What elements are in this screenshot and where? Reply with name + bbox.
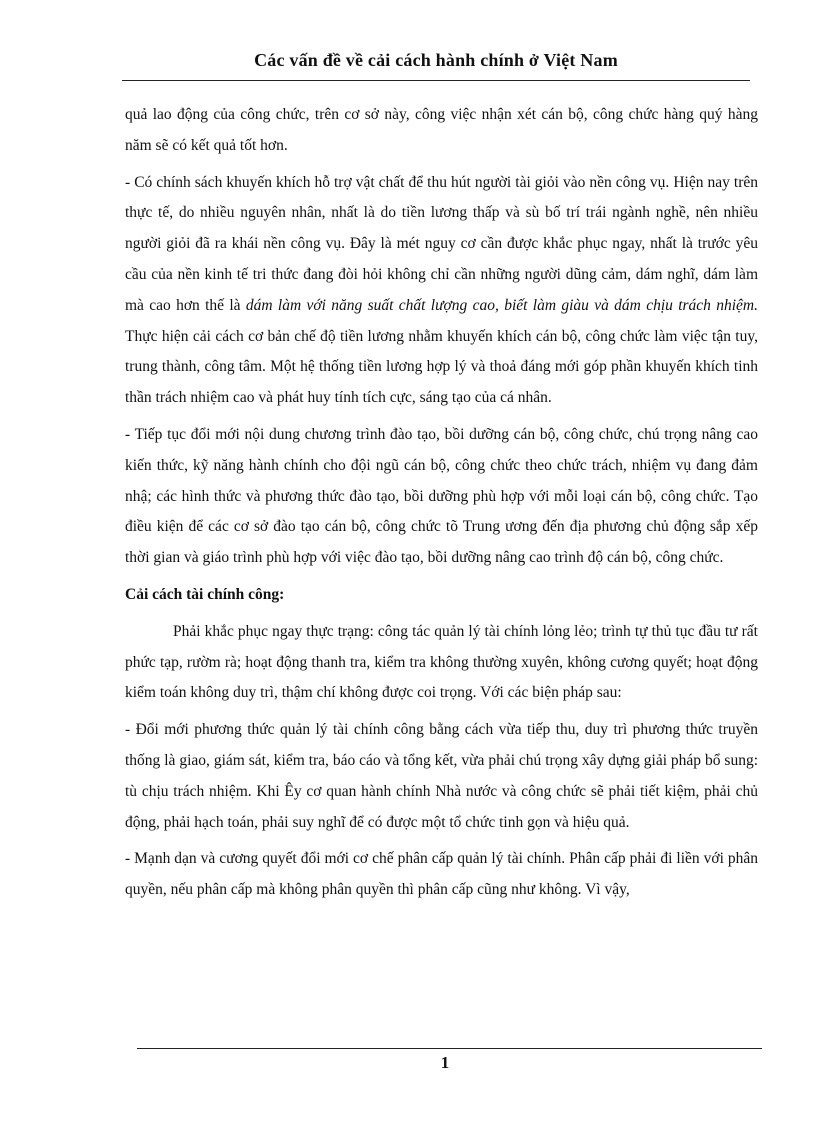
- page-number: 1: [440, 1053, 450, 1072]
- paragraph-continuation: quả lao động của công chức, trên cơ sở này, công việc nhận xét cán bộ, công chức hàng quý hàng năm sẽ có kết quả tốt hơn.: [125, 106, 758, 154]
- paragraph-training: - Tiếp tục đổi mới nội dung chương trình đào tạo, bồi dưỡng cán bộ, công chức, chú trọng nâng cao kiến thức, kỹ năng hành chính cho đội ngũ cán bộ, công chức theo chức trách, nhiệm vụ đang đảm nhậ; các hình thức và phương thức đào tạo, bồi dưỡng phù hợp với mỗi loại cán bộ, công chức. Tạo điều kiện để các cơ sở đào tạo cán bộ, công chức tõ Trung ương đến địa phương chủ động sắp xếp thời gian và giáo trình phù hợp với việc đào tạo, bồi dưỡng nâng cao trình độ cán bộ, công chức.: [125, 425, 758, 567]
- paragraph-public-finance-intro: Phải khắc phục ngay thực trạng: công tác quản lý tài chính lỏng lẻo; trình tự thủ tục đầu tư rất phức tạp, rườm rà; hoạt động thanh tra, kiểm tra không thường xuyên, không cương quyết; hoạt động kiểm toán không duy trì, thậm chí không được coi trọng. Với các biện pháp sau:: [125, 622, 758, 702]
- header-divider: [122, 80, 750, 81]
- document-body: [125, 100, 758, 912]
- footer-divider: [137, 1048, 762, 1049]
- emphasized-text: dám làm với năng suất chất lượng cao, biết làm giàu và dám chịu trách nhiệm.: [245, 296, 758, 314]
- section-heading: Cải cách tài chính công:: [125, 585, 285, 603]
- paragraph-text: - Có chính sách khuyến khích hỗ trợ vật chất để thu hút người tài giỏi vào nền công vụ. Hiện nay trên thực tế, do nhiều nguyên nhân, nhất là do tiền lương thấp và sù bố trí trái ngành nghề, nên nhiều người giỏi đã ra khái nền công vụ. Đây là mét nguy cơ cần được khắc phục ngay, nhất là trước yêu cầu của nền kinh tế tri thức đang đòi hỏi không chỉ cần những người dũng cảm, dám nghĩ, dám làm mà cao hơn thế là: [125, 173, 758, 314]
- paragraph-finance-method: - Đổi mới phương thức quản lý tài chính công bằng cách vừa tiếp thu, duy trì phương thức truyền thống là giao, giám sát, kiểm tra, báo cáo và tổng kết, vừa phải chú trọng xây dựng giải pháp bổ sung: tù chịu trách nhiệm. Khi Êy cơ quan hành chính Nhà nước và công chức sẽ phải tiết kiệm, phải chủ động, phải hạch toán, phải suy nghĩ để có được một tổ chức tinh gọn và hiệu quả.: [125, 721, 758, 831]
- page-header-title: Các vấn đề về cải cách hành chính ở Việt Nam: [254, 50, 618, 70]
- paragraph-decentralization: - Mạnh dạn và cương quyết đổi mới cơ chế phân cấp quản lý tài chính. Phân cấp phải đi liền với phân quyền, nếu phân cấp mà không phân quyền thì phân cấp cũng như không. Vì vậy,: [125, 850, 758, 899]
- paragraph-incentive-policy: [125, 168, 758, 414]
- paragraph-text: Thực hiện cải cách cơ bản chế độ tiền lương nhằm khuyến khích cán bộ, công chức làm việc tận tuy, trung thành, công tâm. Một hệ thống tiền lương hợp lý và thoả đáng mới góp phần khuyến khích tinh thần trách nhiệm cao và phát huy tính tích cực, sáng tạo của cá nhân.: [125, 327, 758, 407]
